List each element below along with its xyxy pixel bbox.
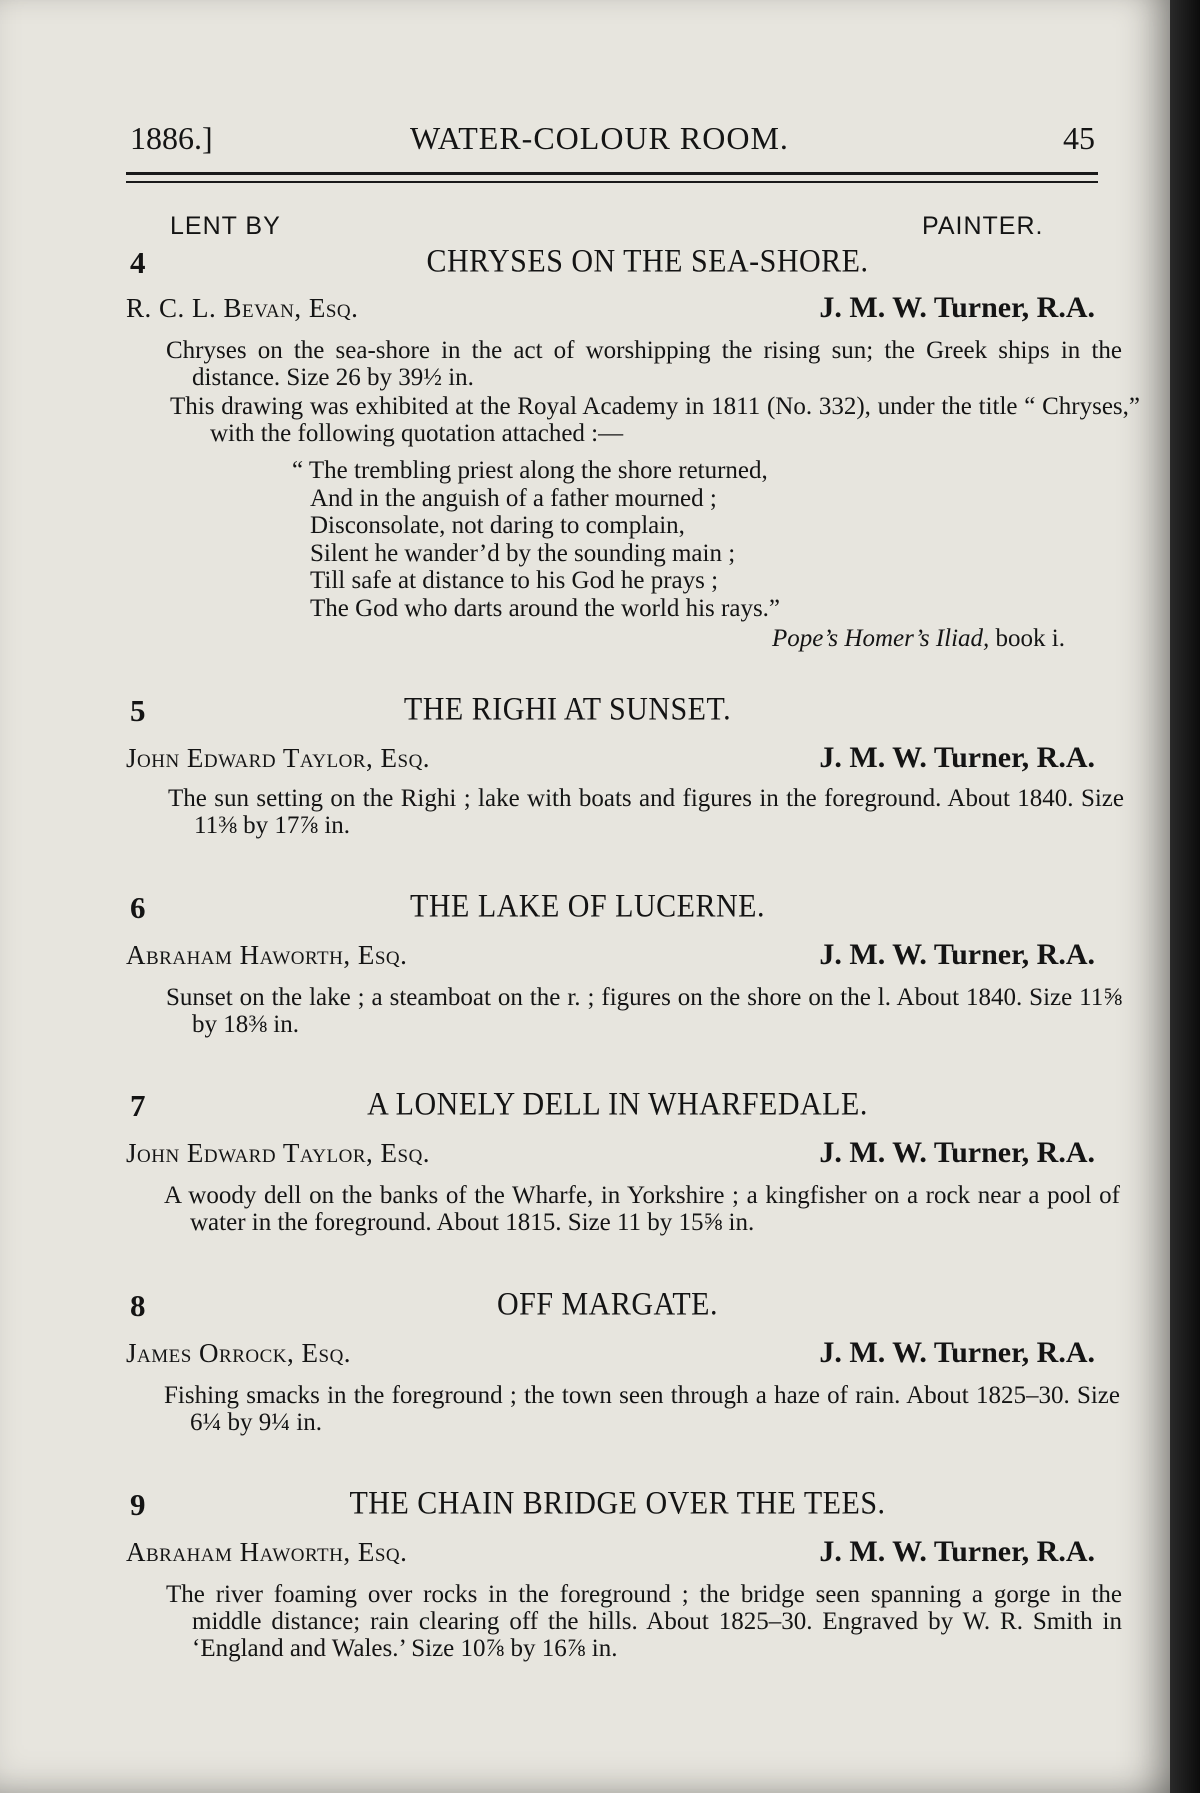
book-spine-shadow <box>1170 0 1200 1793</box>
entry-description: Fishing smacks in the foreground ; the town seen through a haze of rain. About 1825–30. Size 6¼ by 9¼ in. <box>164 1382 1120 1436</box>
entry-lender: Abraham Haworth, Esq. <box>126 1537 408 1567</box>
header-year: 1886.] <box>130 120 213 156</box>
running-header <box>130 120 1095 160</box>
entry-title: CHRYSES ON THE SEA-SHORE. <box>426 243 869 280</box>
quote-line: Silent he wander’d by the sounding main ; <box>310 539 736 567</box>
citation-title: Pope’s Homer’s Iliad, <box>771 625 990 652</box>
entry-citation <box>772 625 1065 653</box>
header-title: WATER-COLOUR ROOM. <box>410 120 789 156</box>
entry-description: Chryses on the sea-shore in the act of worshipping the rising sun; the Greek ships in the distance. Size 26 by 39½ in. <box>166 337 1122 391</box>
entry-number: 8 <box>130 1288 146 1323</box>
entry-painter: J. M. W. Turner, R.A. <box>819 1535 1095 1568</box>
column-head-painter: PAINTER. <box>922 212 1044 240</box>
header-rule-thin <box>126 181 1098 183</box>
entry-lender: John Edward Taylor, Esq. <box>126 743 431 773</box>
entry-title: THE CHAIN BRIDGE OVER THE TEES. <box>349 1485 886 1522</box>
entry-exhibition-note: This drawing was exhibited at the Royal Academy in 1811 (No. 332), under the title “ Chryses,” with the following quotation attached :— <box>170 393 1140 447</box>
entry-lender: R. C. L. Bevan, Esq. <box>126 293 359 323</box>
entry-lender: Abraham Haworth, Esq. <box>126 940 408 970</box>
entry-description: The river foaming over rocks in the foreground ; the bridge seen spanning a gorge in the middle distance; rain clearing off the hills. About 1825–30. Engraved by W. R. Smith in ‘England and Wales.’ Size 10⅞ by 16⅞ in. <box>166 1581 1122 1662</box>
quote-line: And in the anguish of a father mourned ; <box>310 484 717 512</box>
entry-lender: James Orrock, Esq. <box>126 1338 352 1368</box>
quote-line: Till safe at distance to his God he prays ; <box>310 567 719 594</box>
entry-painter: J. M. W. Turner, R.A. <box>819 938 1095 971</box>
header-rule-thick <box>126 172 1098 175</box>
column-head-lent-by: LENT BY <box>170 212 281 240</box>
entry-painter: J. M. W. Turner, R.A. <box>819 1336 1095 1369</box>
entry-number: 4 <box>130 245 146 280</box>
entry-painter: J. M. W. Turner, R.A. <box>819 291 1095 324</box>
entry-title: THE LAKE OF LUCERNE. <box>410 888 765 925</box>
entry-description: A woody dell on the banks of the Wharfe, in Yorkshire ; a kingfisher on a rock near a pool of water in the foreground. About 1815. Size 11 by 15⅝ in. <box>164 1182 1120 1236</box>
entry-title: THE RIGHI AT SUNSET. <box>403 691 732 728</box>
entry-quotation <box>292 457 780 622</box>
entry-number: 7 <box>130 1088 146 1123</box>
entry-painter: J. M. W. Turner, R.A. <box>819 741 1095 774</box>
entry-description: The sun setting on the Righi ; lake with boats and figures in the foreground. About 1840. Size 11⅜ by 17⅞ in. <box>168 785 1124 839</box>
entry-title: OFF MARGATE. <box>496 1286 719 1323</box>
entry-description: Sunset on the lake ; a steamboat on the r. ; figures on the shore on the l. About 1840. Size 11⅝ by 18⅜ in. <box>166 984 1122 1038</box>
citation-rest: book i. <box>989 625 1065 652</box>
quote-line: Disconsolate, not daring to complain, <box>310 512 685 539</box>
entry-number: 9 <box>130 1487 146 1522</box>
entry-number: 6 <box>130 890 146 925</box>
page-number: 45 <box>1063 120 1095 156</box>
entry-painter: J. M. W. Turner, R.A. <box>819 1136 1095 1169</box>
entry-number: 5 <box>130 693 146 728</box>
quote-line: “ The trembling priest along the shore returned, <box>292 457 768 484</box>
entry-lender: John Edward Taylor, Esq. <box>126 1138 431 1168</box>
quote-line: The God who darts around the world his rays.” <box>310 594 781 622</box>
entry-title: A LONELY DELL IN WHARFEDALE. <box>367 1086 868 1123</box>
